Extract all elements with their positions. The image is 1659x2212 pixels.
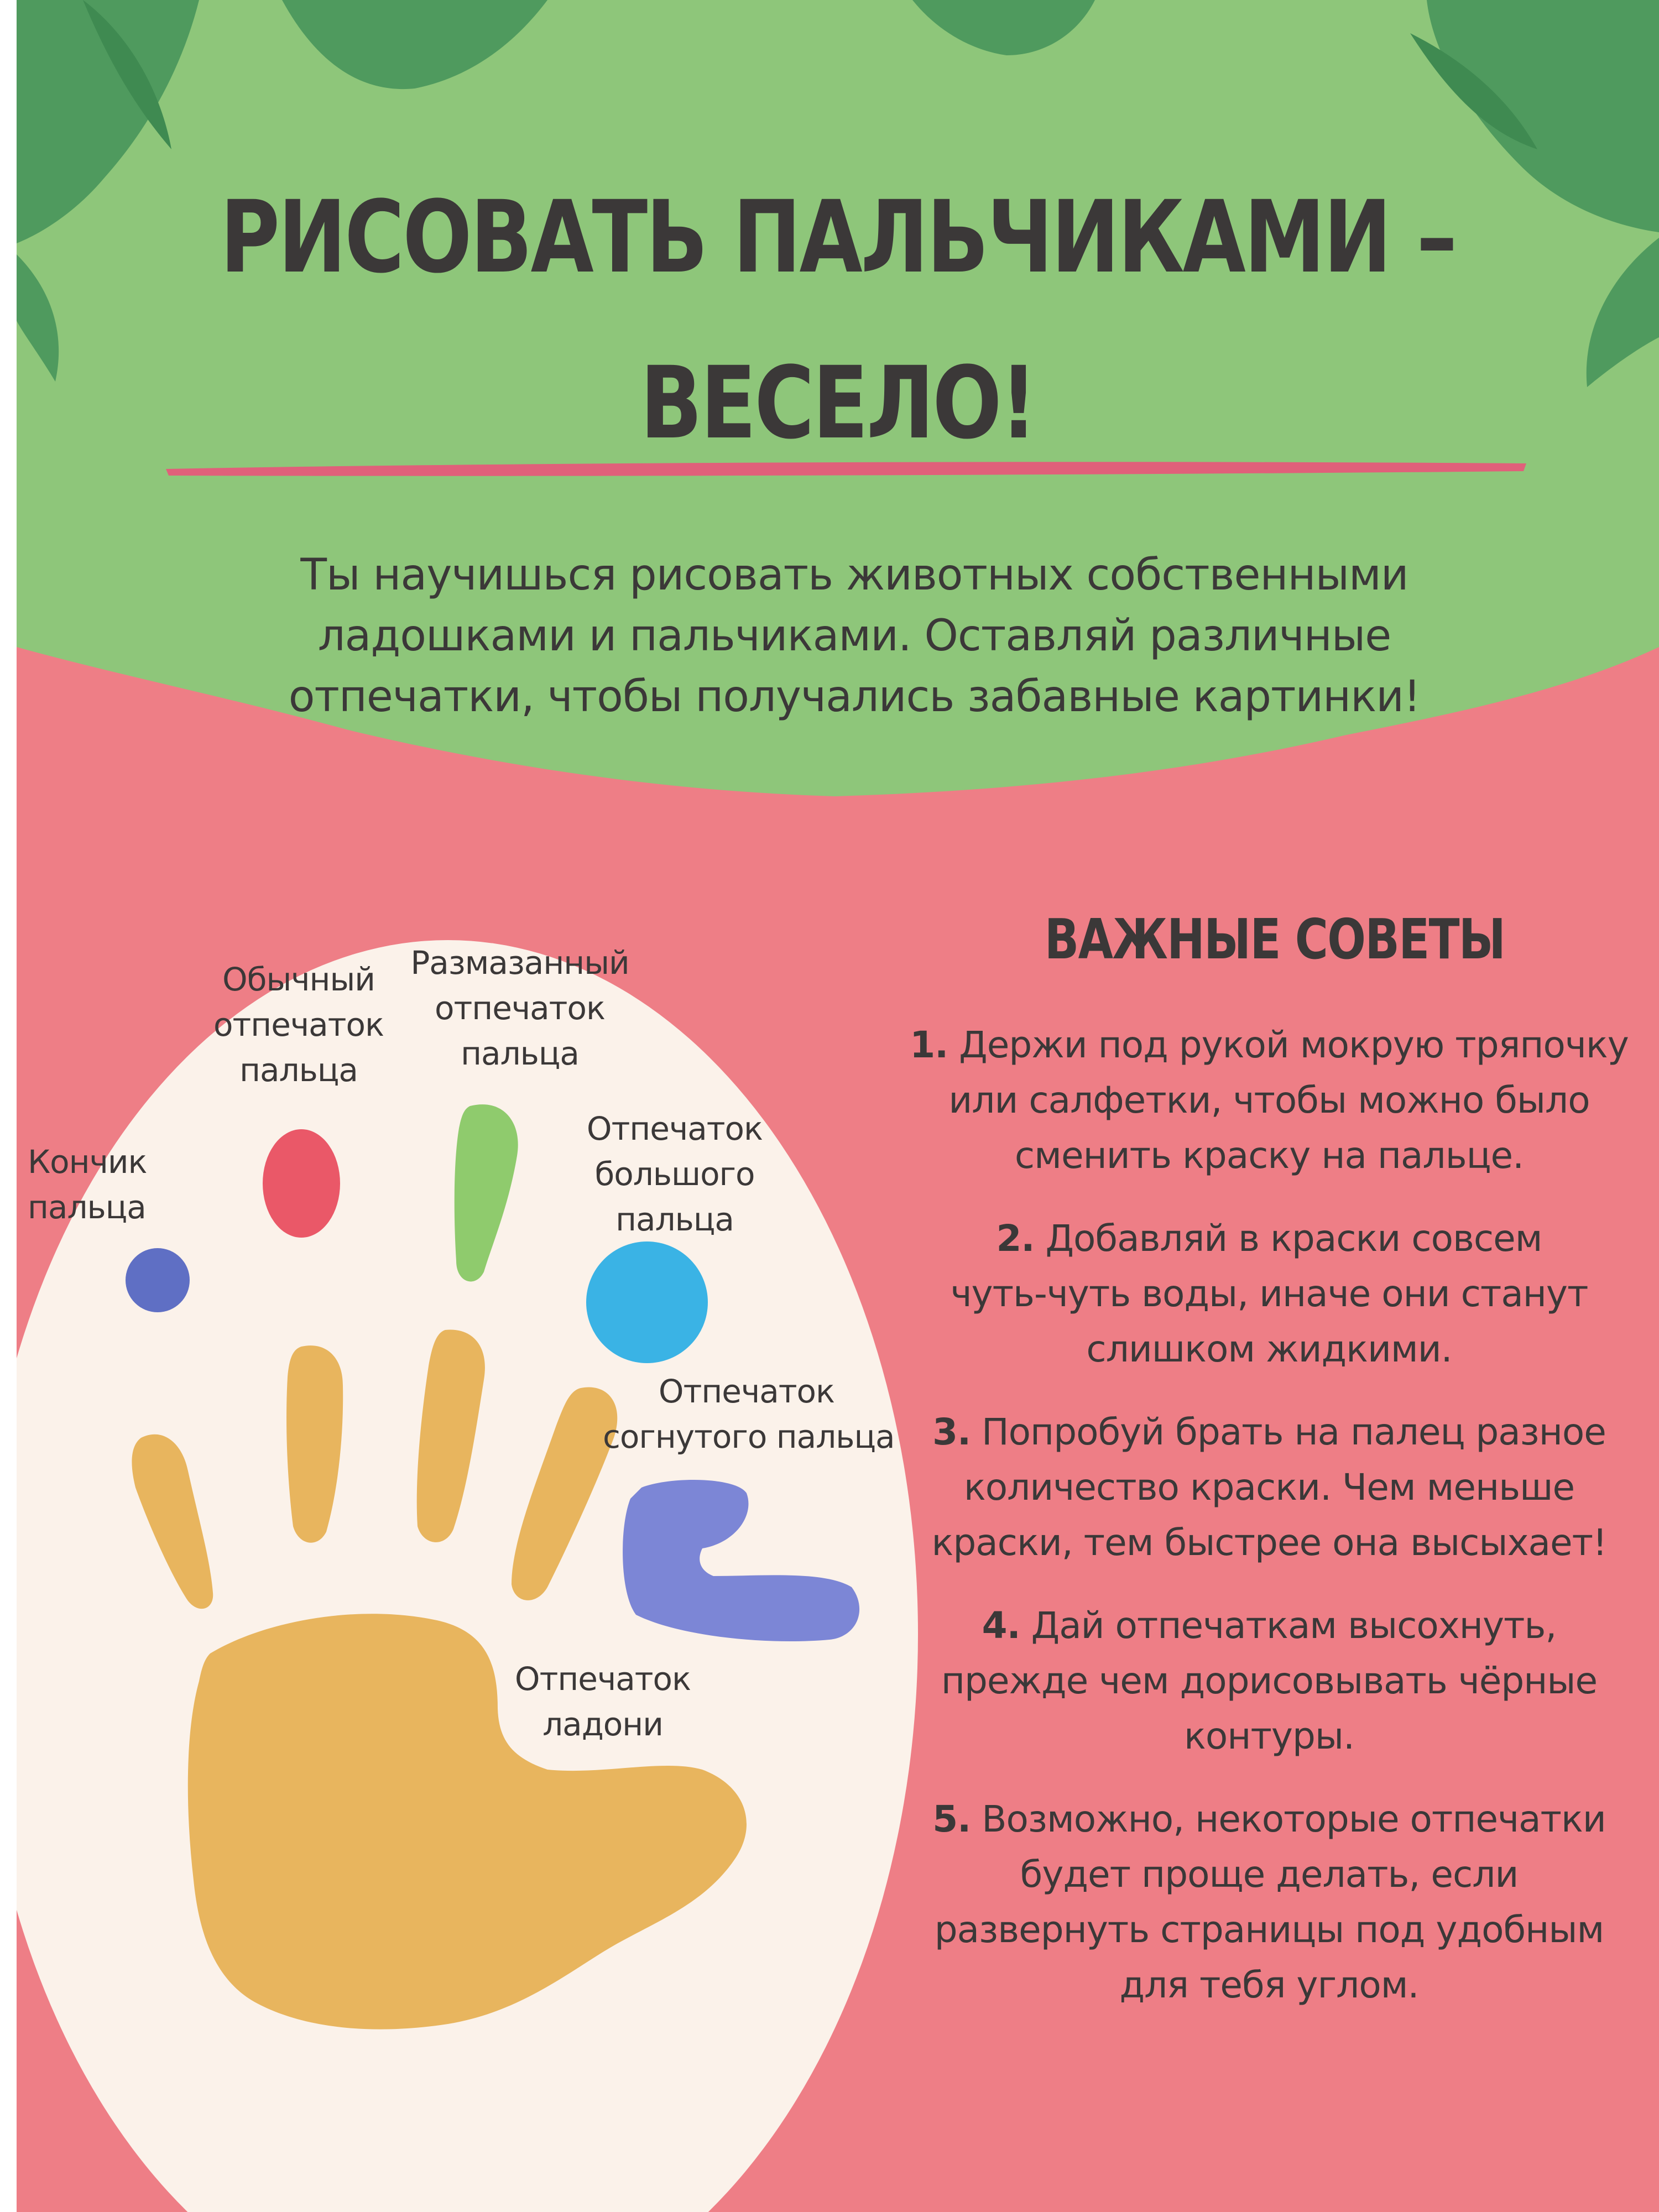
label-palm-print: Отпечаток ладони <box>514 1660 691 1743</box>
page-title-line-1: РИСОВАТЬ ПАЛЬЧИКАМИ – <box>220 180 1456 295</box>
regular-print <box>263 1129 340 1238</box>
tip-item-4: 4. Дай отпечаткам высохнуть, прежде чем дорисовывать чёрные контуры. <box>941 1604 1598 1757</box>
fingertip-print <box>126 1248 190 1312</box>
intro-text <box>254 545 1454 727</box>
tip-item-3: 3. Попробуй брать на палец разное количество краски. Чем меньше краски, тем быстрее она высыхает! <box>931 1411 1607 1564</box>
page <box>17 0 1659 2212</box>
label-thumb-print: Отпечаток большого пальца <box>586 1110 763 1238</box>
label-regular-print: Обычный отпечаток пальца <box>213 961 384 1089</box>
tip-item-1: 1. Держи под рукой мокрую тряпочку или салфетки, чтобы можно было сменить краску на пальце. <box>910 1024 1629 1177</box>
intro-line: ладошками и пальчиками. Оставляй различные <box>317 611 1391 661</box>
intro-line: отпечатки, чтобы получались забавные картинки! <box>288 672 1421 722</box>
tip-item-2: 2. Добавляй в краски совсем чуть-чуть воды, иначе они станут слишком жидкими. <box>950 1217 1588 1370</box>
tip-item-5: 5. Возможно, некоторые отпечатки будет проще делать, если развернуть страницы под удобным для тебя углом. <box>932 1798 1606 2006</box>
label-smeared-print: Размазанный отпечаток пальца <box>410 944 629 1072</box>
thumb-print <box>586 1241 708 1363</box>
page-title-line-2: ВЕСЕЛО! <box>640 346 1036 461</box>
intro-line: Ты научишься рисовать животных собственными <box>300 550 1408 600</box>
tips-heading: ВАЖНЫЕ СОВЕТЫ <box>1044 907 1505 972</box>
label-fingertip: Кончик пальца <box>28 1143 147 1226</box>
label-bent-finger-print: Отпечаток согнутого пальца <box>603 1373 895 1455</box>
